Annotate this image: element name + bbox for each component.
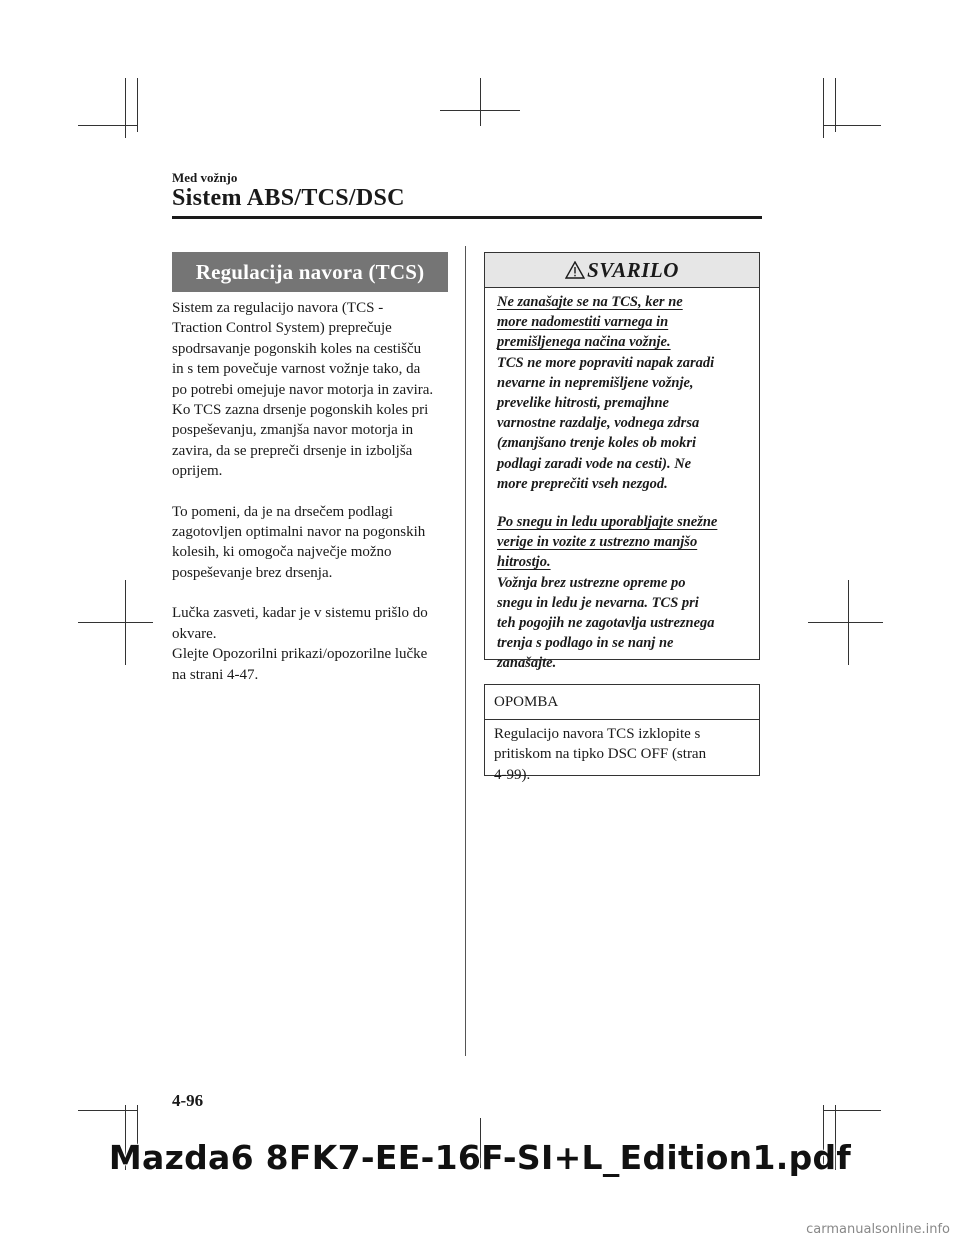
- warning-text-line: trenja s podlago in se nanj ne: [497, 635, 674, 652]
- crop-mark: [823, 78, 824, 138]
- warning-text-line: (zmanjšano trenje koles ob mokri: [497, 435, 696, 452]
- crop-mark: [480, 78, 481, 126]
- body-paragraph-1: Sistem za regulacijo navora (TCS - Traction Control System) preprečuje spodrsavanje pogonskih koles na cestišču in s tem povečuje varnost vožnje tako, da po potrebi omejuje navor motorja in zavira. Ko TCS zazna drsenje pogonskih koles pri pospeševanju, zmanjša navor motorja in zavira, da se prepreči drsenje in izboljša oprijem.: [172, 300, 434, 480]
- warning-text-line: nevarne in nepremišljene vožnje,: [497, 374, 694, 391]
- warning-box: [484, 252, 760, 672]
- crop-mark: [808, 622, 883, 623]
- warning-emphasis-line: verige in vozite z ustrezno manjšo: [497, 534, 698, 551]
- column-divider: [465, 246, 466, 1056]
- warning-text-line: zanašajte.: [497, 655, 557, 672]
- warning-text-line: podlagi zaradi vode na cesti). Ne: [497, 455, 692, 472]
- page-number: 4-96: [172, 1091, 204, 1110]
- body-paragraph-3: Lučka zasveti, kadar je v sistemu prišlo do okvare. Glejte Opozorilni prikazi/opozorilne lučke na strani 4-47.: [172, 605, 428, 683]
- warning-triangle-icon: [565, 261, 585, 279]
- warning-emphasis-line: more nadomestiti varnega in: [497, 314, 669, 331]
- warning-text-line: varnostne razdalje, vodnega zdrsa: [497, 415, 700, 432]
- warning-emphasis-line: Po snegu in ledu uporabljajte snežne: [497, 514, 718, 531]
- section-subtitle: Med vožnjo: [172, 170, 238, 185]
- warning-emphasis-line: hitrostjo.: [497, 554, 551, 571]
- warning-text-line: TCS ne more popraviti napak zaradi: [497, 354, 715, 371]
- note-box: [484, 684, 760, 783]
- warning-title: SVARILO: [587, 257, 679, 282]
- crop-mark: [78, 622, 153, 623]
- warning-emphasis-line: Ne zanašajte se na TCS, ker ne: [497, 294, 683, 310]
- crop-mark: [137, 78, 138, 132]
- warning-text-line: Vožnja brez ustrezne opreme po: [497, 574, 686, 591]
- source-url[interactable]: carmanualsonline.info: [806, 1222, 950, 1237]
- crop-mark: [440, 110, 520, 111]
- left-column: [172, 252, 448, 685]
- crop-mark: [835, 78, 836, 132]
- document-watermark: Mazda6 8FK7-EE-16F-SI+L_Edition1.pdf: [108, 1138, 852, 1177]
- crop-mark: [78, 125, 138, 126]
- crop-mark: [78, 1110, 138, 1111]
- note-title: OPOMBA: [485, 685, 759, 720]
- warning-text-line: snegu in ledu je nevarna. TCS pri: [497, 594, 699, 611]
- warning-text-line: prevelike hitrosti, premajhne: [497, 395, 669, 412]
- crop-mark: [823, 1110, 881, 1111]
- warning-header: [485, 253, 759, 288]
- crop-mark: [125, 78, 126, 138]
- warning-emphasis-line: premišljenega načina vožnje.: [497, 334, 671, 351]
- body-paragraph-2: To pomeni, da je na drsečem podlagi zagotovljen optimalni navor na pogonskih kolesih, ki omogoča največje možno pospeševanje brez drsenja.: [172, 503, 426, 581]
- topic-title: Regulacija navora (TCS): [172, 252, 448, 292]
- warning-text-line: teh pogojih ne zagotavlja ustreznega: [497, 615, 715, 632]
- crop-mark: [823, 125, 881, 126]
- warning-text-line: more preprečiti vseh nezgod.: [497, 475, 668, 492]
- header-rule: [172, 216, 762, 219]
- warning-body: [485, 288, 759, 674]
- section-title: Sistem ABS/TCS/DSC: [172, 185, 405, 211]
- note-text: Regulacijo navora TCS izklopite s pritiskom na tipko DSC OFF (stran 4-99).: [494, 726, 707, 783]
